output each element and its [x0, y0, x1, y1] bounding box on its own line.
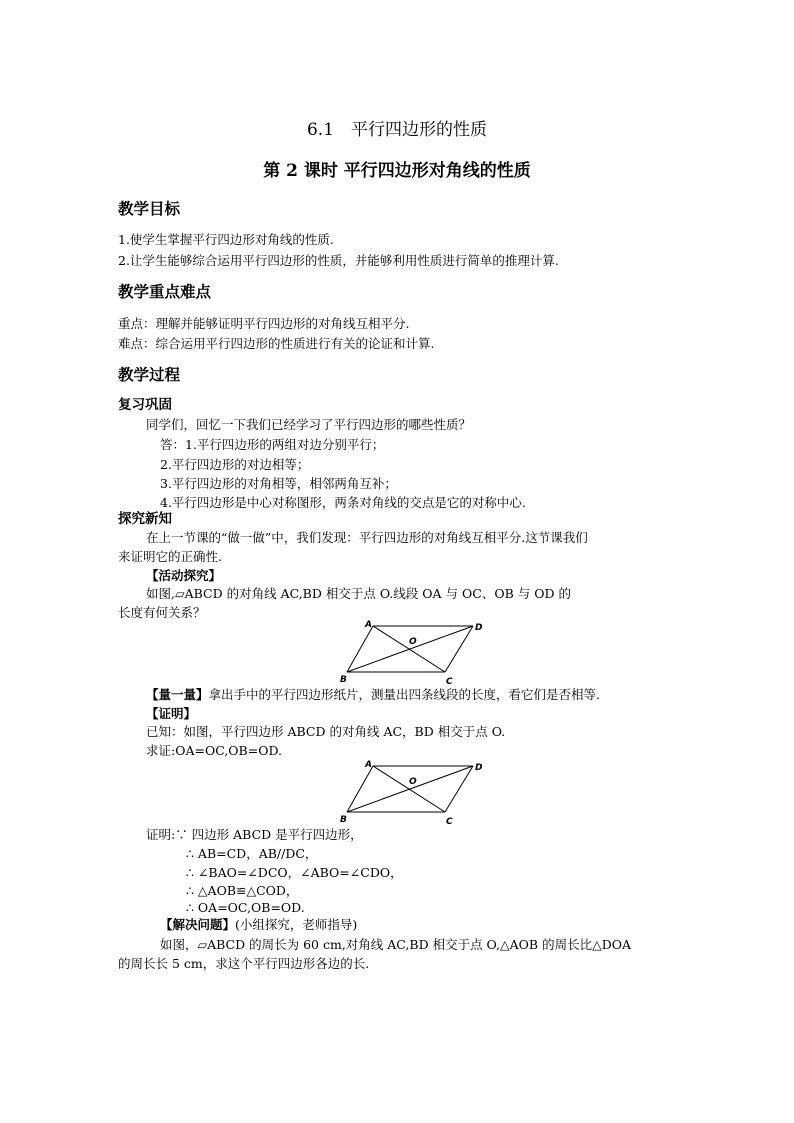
- proof-tag: 【证明】: [146, 706, 197, 721]
- objective-item: 1.使学生掌握平行四边形对角线的性质.: [118, 232, 334, 247]
- activity-tag: 【活动探究】: [146, 568, 222, 583]
- review-heading: 复习巩固: [118, 397, 172, 413]
- objectives-heading: 教学目标: [118, 199, 181, 218]
- measure-tag: 【量一量】: [146, 687, 209, 702]
- keypoint-item: 难点：综合运用平行四边形的性质进行有关的论证和计算.: [118, 336, 435, 351]
- solve-line: [160, 916, 357, 934]
- label-a: A: [365, 620, 372, 630]
- problem-text: 如图，▱ABCD 的周长为 60 cm,对角线 AC,BD 相交于点 O,△AOB 的周长比△DOA: [160, 937, 631, 952]
- side-dc: [445, 766, 473, 812]
- label-d: D: [475, 763, 483, 773]
- solve-tag: 【解决问题】: [160, 917, 236, 932]
- keypoints-heading: 教学重点难点: [118, 282, 212, 301]
- proof-line: ∴ △AOB≌△COD，: [186, 883, 299, 898]
- label-a: A: [365, 760, 372, 770]
- diagonal-bd: [347, 766, 473, 812]
- diagonal-bd: [347, 626, 473, 672]
- proof-given: 已知：如图，平行四边形 ABCD 的对角线 AC，BD 相交于点 O.: [146, 724, 506, 739]
- page-subtitle: 第 2 课时 平行四边形对角线的性质: [263, 161, 531, 181]
- review-answer: 答：1.平行四边形的两组对边分别平行；: [160, 437, 385, 452]
- proof-line: ∴ ∠BAO=∠DCO，∠ABO=∠CDO，: [186, 865, 403, 880]
- label-o: O: [409, 777, 417, 787]
- proof-line: ∴ OA=OC,OB=OD.: [186, 900, 305, 915]
- problem-text: 的周长长 5 cm，求这个平行四边形各边的长.: [118, 956, 370, 971]
- parallelogram-figure-1: [335, 615, 495, 687]
- label-b: B: [340, 675, 347, 685]
- measure-line: [146, 686, 600, 704]
- review-answer: 4.平行四边形是中心对称图形，两条对角线的交点是它的对称中心.: [160, 495, 526, 510]
- proof-line: ∴ AB=CD，AB//DC，: [186, 846, 318, 861]
- review-question: 同学们，回忆一下我们已经学习了平行四边形的哪些性质？: [146, 417, 472, 432]
- process-heading: 教学过程: [118, 365, 181, 384]
- explore-intro: 在上一节课的“做一做”中，我们发现：平行四边形的对角线互相平分.这节课我们: [146, 530, 588, 545]
- page-title: 6.1 平行四边形的性质: [306, 120, 488, 140]
- label-o: O: [409, 637, 417, 647]
- review-answer: 3.平行四边形的对角相等，相邻两角互补；: [160, 476, 397, 491]
- activity-text: 长度有何关系？: [118, 605, 206, 620]
- objective-item: 2.让学生能够综合运用平行四边形的性质，并能够利用性质进行简单的推理计算.: [118, 253, 559, 268]
- proof-line: 证明:∵ 四边形 ABCD 是平行四边形，: [146, 827, 363, 842]
- explore-intro: 来证明它的正确性.: [118, 549, 222, 564]
- review-answer: 2.平行四边形的对边相等；: [160, 457, 310, 472]
- solve-note: (小组探究，老师指导): [235, 917, 358, 932]
- explore-heading: 探究新知: [118, 511, 172, 527]
- side-ba: [347, 626, 373, 672]
- label-c: C: [446, 817, 453, 827]
- parallelogram-figure-2: [335, 755, 495, 827]
- proof-statement: 求证:OA=OC,OB=OD.: [146, 743, 283, 758]
- label-d: D: [475, 623, 483, 633]
- label-c: C: [446, 677, 453, 687]
- measure-text: 拿出手中的平行四边形纸片，测量出四条线段的长度，看它们是否相等.: [208, 687, 600, 702]
- side-dc: [445, 626, 473, 672]
- label-b: B: [340, 815, 347, 825]
- activity-text: 如图,▱ABCD 的对角线 AC,BD 相交于点 O.线段 OA 与 OC、OB 与 OD 的: [146, 586, 571, 601]
- keypoint-item: 重点：理解并能够证明平行四边形的对角线互相平分.: [118, 316, 410, 331]
- side-ba: [347, 766, 373, 812]
